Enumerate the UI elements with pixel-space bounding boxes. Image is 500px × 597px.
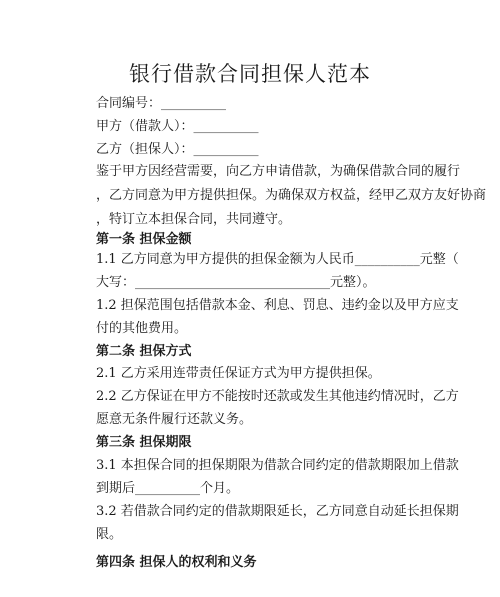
article-2-heading: 第二条 担保方式 bbox=[96, 344, 192, 359]
preamble-line-2: ，乙方同意为甲方提供担保。为确保双方权益，经甲乙双方友好协商 bbox=[96, 188, 487, 203]
article-4-heading: 第四条 担保人的权利和义务 bbox=[96, 555, 257, 570]
article-2-2-line-1: 2.2 乙方保证在甲方不能按时还款或发生其他违约情况时，乙方 bbox=[96, 389, 459, 404]
article-1-1-line-1: 1.1 乙方同意为甲方提供的担保金额为人民币__________元整（ bbox=[96, 252, 459, 267]
preamble-line-3: ，特订立本担保合同，共同遵守。 bbox=[96, 212, 292, 227]
article-3-1-line-2: 到期后__________个月。 bbox=[96, 481, 240, 496]
contract-number-field: 合同编号：__________ bbox=[96, 96, 227, 111]
party-b-field: 乙方（担保人）：__________ bbox=[96, 142, 259, 157]
article-3-1-line-1: 3.1 本担保合同的担保期限为借款合同约定的借款期限加上借款 bbox=[96, 458, 459, 473]
article-1-1-line-2: 大写：______________________________元整）。 bbox=[96, 275, 376, 290]
article-1-heading: 第一条 担保金额 bbox=[96, 232, 192, 247]
article-2-1-line-1: 2.1 乙方采用连带责任保证方式为甲方提供担保。 bbox=[96, 366, 381, 381]
article-3-2-line-1: 3.2 若借款合同约定的借款期限延长，乙方同意自动延长担保期 bbox=[96, 504, 459, 519]
article-3-heading: 第三条 担保期限 bbox=[96, 435, 192, 450]
document-title: 银行借款合同担保人范本 bbox=[129, 62, 371, 86]
preamble-line-1: 鉴于甲方因经营需要，向乙方申请借款，为确保借款合同的履行 bbox=[96, 164, 461, 179]
article-3-2-line-2: 限。 bbox=[96, 527, 123, 542]
article-1-2-line-1: 1.2 担保范围包括借款本金、利息、罚息、违约金以及甲方应支 bbox=[96, 298, 459, 313]
party-a-field: 甲方（借款人）：__________ bbox=[96, 119, 259, 134]
article-1-2-line-2: 付的其他费用。 bbox=[96, 321, 188, 336]
article-2-2-line-2: 愿意无条件履行还款义务。 bbox=[96, 412, 253, 427]
